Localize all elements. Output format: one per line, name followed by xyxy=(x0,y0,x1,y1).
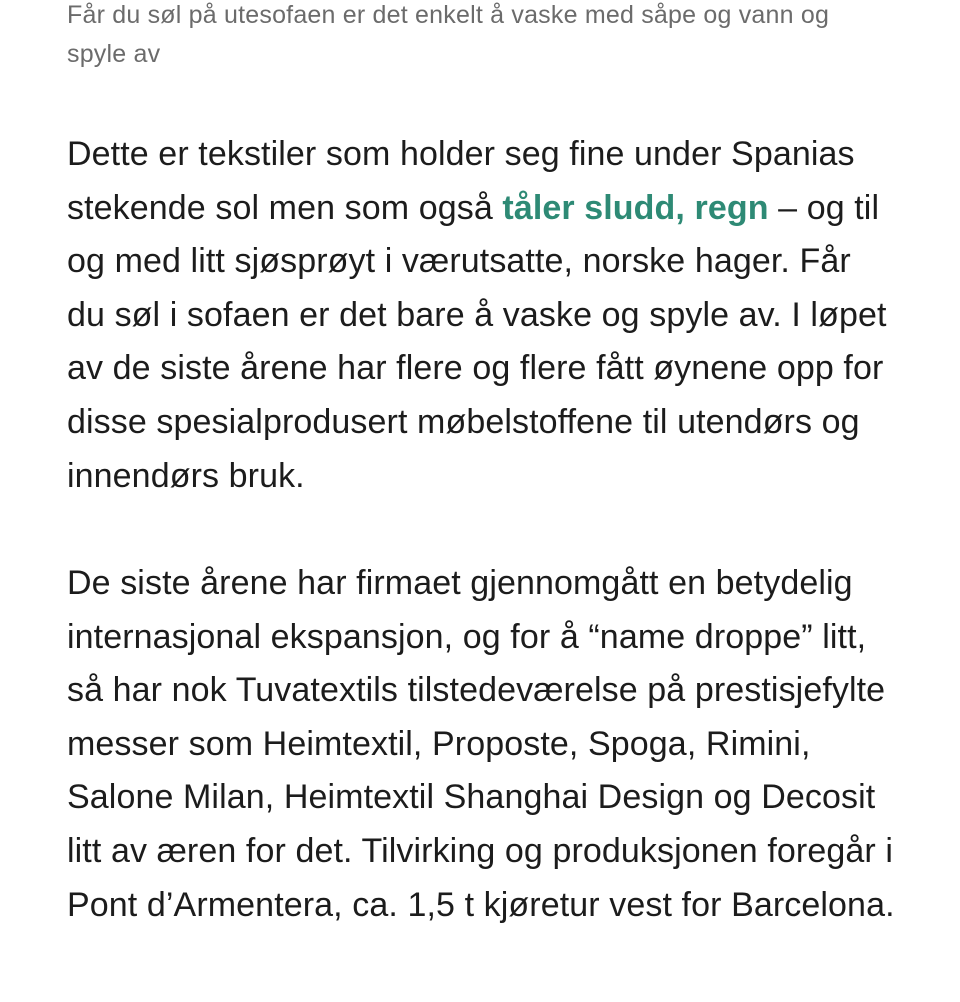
article-paragraph-2: De siste årene har firmaet gjennomgått en betydelig internasjonal ekspansjon, og for å “name droppe” litt, så har nok Tuvatextils tilstedeværelse på prestisjefylte messer som Heimtextil, Proposte, Spoga, Rimini, Salone Milan, Heimtextil Shanghai Design og Decosit litt av æren for det. Tilvirking og produksjonen foregår i Pont d’Armentera, ca. 1,5 t kjøretur vest for Barcelona. xyxy=(67,564,895,924)
article-paragraph-1 xyxy=(67,128,897,503)
paragraph-1-text-before-link: Dette er tekstiler som holder seg fine under Spanias stekende sol men som også xyxy=(67,135,855,227)
paragraph-1-text-after-link: – og til og med litt sjøsprøyt i værutsatte, norske hager. Får du søl i sofaen er det bare å vaske og spyle av. I løpet av de siste årene har flere og flere fått øynene opp for disse spesialprodusert møbelstoffene til utendørs og innendørs bruk. xyxy=(67,188,887,495)
inline-link-taler-sludd-regn[interactable]: tåler sludd, regn xyxy=(502,188,769,227)
image-caption-container xyxy=(67,0,887,74)
image-caption: Får du søl på utesofaen er det enkelt å vaske med såpe og vann og spyle av xyxy=(67,1,830,68)
